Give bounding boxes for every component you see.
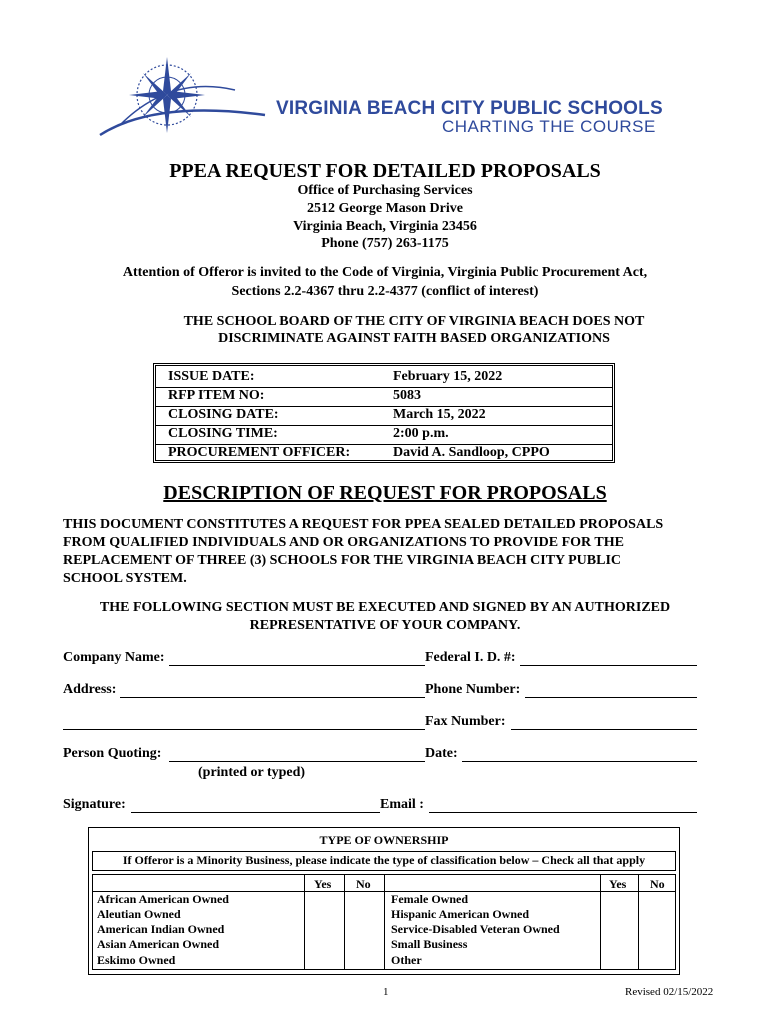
info-label: ISSUE DATE:: [168, 369, 255, 384]
info-label: CLOSING TIME:: [168, 426, 278, 441]
ownership-option: Hispanic American Owned: [391, 907, 530, 921]
company-name-label: Company Name:: [63, 650, 165, 665]
compass-logo-icon: [95, 55, 270, 145]
grid-divider: [344, 874, 345, 970]
yes-header-right: Yes: [609, 877, 627, 891]
info-value: David A. Sandloop, CPPO: [393, 445, 550, 460]
ownership-option: African American Owned: [97, 892, 229, 906]
execute-notice-line-2: REPRESENTATIVE OF YOUR COMPANY.: [249, 618, 521, 633]
signature-field[interactable]: [131, 812, 380, 813]
ownership-instruction: If Offeror is a Minority Business, please indicate the type of classification below – Check all that apply: [122, 853, 646, 867]
grid-divider: [384, 874, 385, 970]
ownership-option: Female Owned: [391, 892, 468, 906]
info-label: RFP ITEM NO:: [168, 388, 265, 403]
closing-time-row: [168, 426, 608, 445]
info-label: PROCUREMENT OFFICER:: [168, 445, 351, 460]
address-line-2-field[interactable]: [63, 729, 425, 730]
procurement-officer-row: [168, 445, 608, 464]
ownership-option: Eskimo Owned: [97, 953, 176, 967]
ownership-option: Other: [391, 953, 422, 967]
info-value: February 15, 2022: [393, 369, 503, 384]
revised-date: Revised 02/15/2022: [625, 986, 714, 998]
yes-header-left: Yes: [314, 877, 332, 891]
fax-number-field[interactable]: [511, 729, 697, 730]
ownership-option: American Indian Owned: [97, 922, 225, 936]
info-label: CLOSING DATE:: [168, 407, 279, 422]
attention-line-1: Attention of Offeror is invited to the Code of Virginia, Virginia Public Procurement Act,: [122, 265, 648, 280]
fax-number-label: Fax Number:: [425, 714, 506, 729]
date-field[interactable]: [462, 761, 697, 762]
info-value: 2:00 p.m.: [393, 426, 449, 441]
issue-date-row: [168, 369, 608, 388]
email-label: Email :: [380, 797, 424, 812]
grid-divider: [304, 874, 305, 970]
ownership-option: Asian American Owned: [97, 937, 220, 951]
rfp-info-box: [153, 363, 615, 463]
closing-date-row: [168, 407, 608, 426]
office-phone: Phone (757) 263-1175: [321, 236, 449, 251]
description-line: REPLACEMENT OF THREE (3) SCHOOLS FOR THE VIRGINIA BEACH CITY PUBLIC: [63, 553, 622, 568]
office-city: Virginia Beach, Virginia 23456: [293, 219, 477, 234]
no-header-right: No: [650, 877, 665, 891]
person-quoting-label: Person Quoting:: [63, 746, 162, 761]
office-name: Office of Purchasing Services: [297, 183, 473, 198]
no-header-left: No: [356, 877, 371, 891]
description-line: THIS DOCUMENT CONSTITUTES A REQUEST FOR PPEA SEALED DETAILED PROPOSALS: [63, 517, 664, 532]
ownership-option: Service-Disabled Veteran Owned: [391, 922, 560, 936]
ownership-option: Small Business: [391, 937, 468, 951]
company-name-field[interactable]: [169, 665, 425, 666]
disclaimer-line-2: DISCRIMINATE AGAINST FAITH BASED ORGANIZATIONS: [218, 331, 610, 346]
email-field[interactable]: [429, 812, 697, 813]
info-value: 5083: [393, 388, 421, 403]
description-line: SCHOOL SYSTEM.: [63, 571, 187, 586]
address-field[interactable]: [120, 697, 425, 698]
ownership-title: TYPE OF OWNERSHIP: [319, 833, 449, 847]
person-quoting-field[interactable]: [169, 761, 425, 762]
signature-label: Signature:: [63, 797, 126, 812]
page-title: PPEA REQUEST FOR DETAILED PROPOSALS: [169, 160, 601, 182]
phone-number-field[interactable]: [525, 697, 697, 698]
federal-id-field[interactable]: [520, 665, 697, 666]
info-value: March 15, 2022: [393, 407, 486, 422]
page-number: 1: [383, 986, 389, 998]
phone-number-label: Phone Number:: [425, 682, 521, 697]
federal-id-label: Federal I. D. #:: [425, 650, 516, 665]
org-name: VIRGINIA BEACH CITY PUBLIC SCHOOLS: [276, 98, 663, 119]
ownership-option: Aleutian Owned: [97, 907, 181, 921]
org-tagline: CHARTING THE COURSE: [442, 117, 656, 136]
description-title: DESCRIPTION OF REQUEST FOR PROPOSALS: [163, 482, 607, 504]
disclaimer-line-1: THE SCHOOL BOARD OF THE CITY OF VIRGINIA BEACH DOES NOT: [183, 314, 645, 329]
date-label: Date:: [425, 746, 458, 761]
execute-notice-line-1: THE FOLLOWING SECTION MUST BE EXECUTED AND SIGNED BY AN AUTHORIZED: [99, 600, 671, 615]
grid-divider: [638, 874, 639, 970]
office-street: 2512 George Mason Drive: [307, 201, 463, 216]
attention-line-2: Sections 2.2-4367 thru 2.2-4377 (conflict of interest): [231, 284, 539, 299]
description-line: FROM QUALIFIED INDIVIDUALS AND OR ORGANIZATIONS TO PROVIDE FOR THE: [63, 535, 624, 550]
rfp-item-row: [168, 388, 608, 407]
printed-or-typed-note: (printed or typed): [198, 765, 306, 780]
grid-divider: [600, 874, 601, 970]
address-label: Address:: [63, 682, 117, 697]
